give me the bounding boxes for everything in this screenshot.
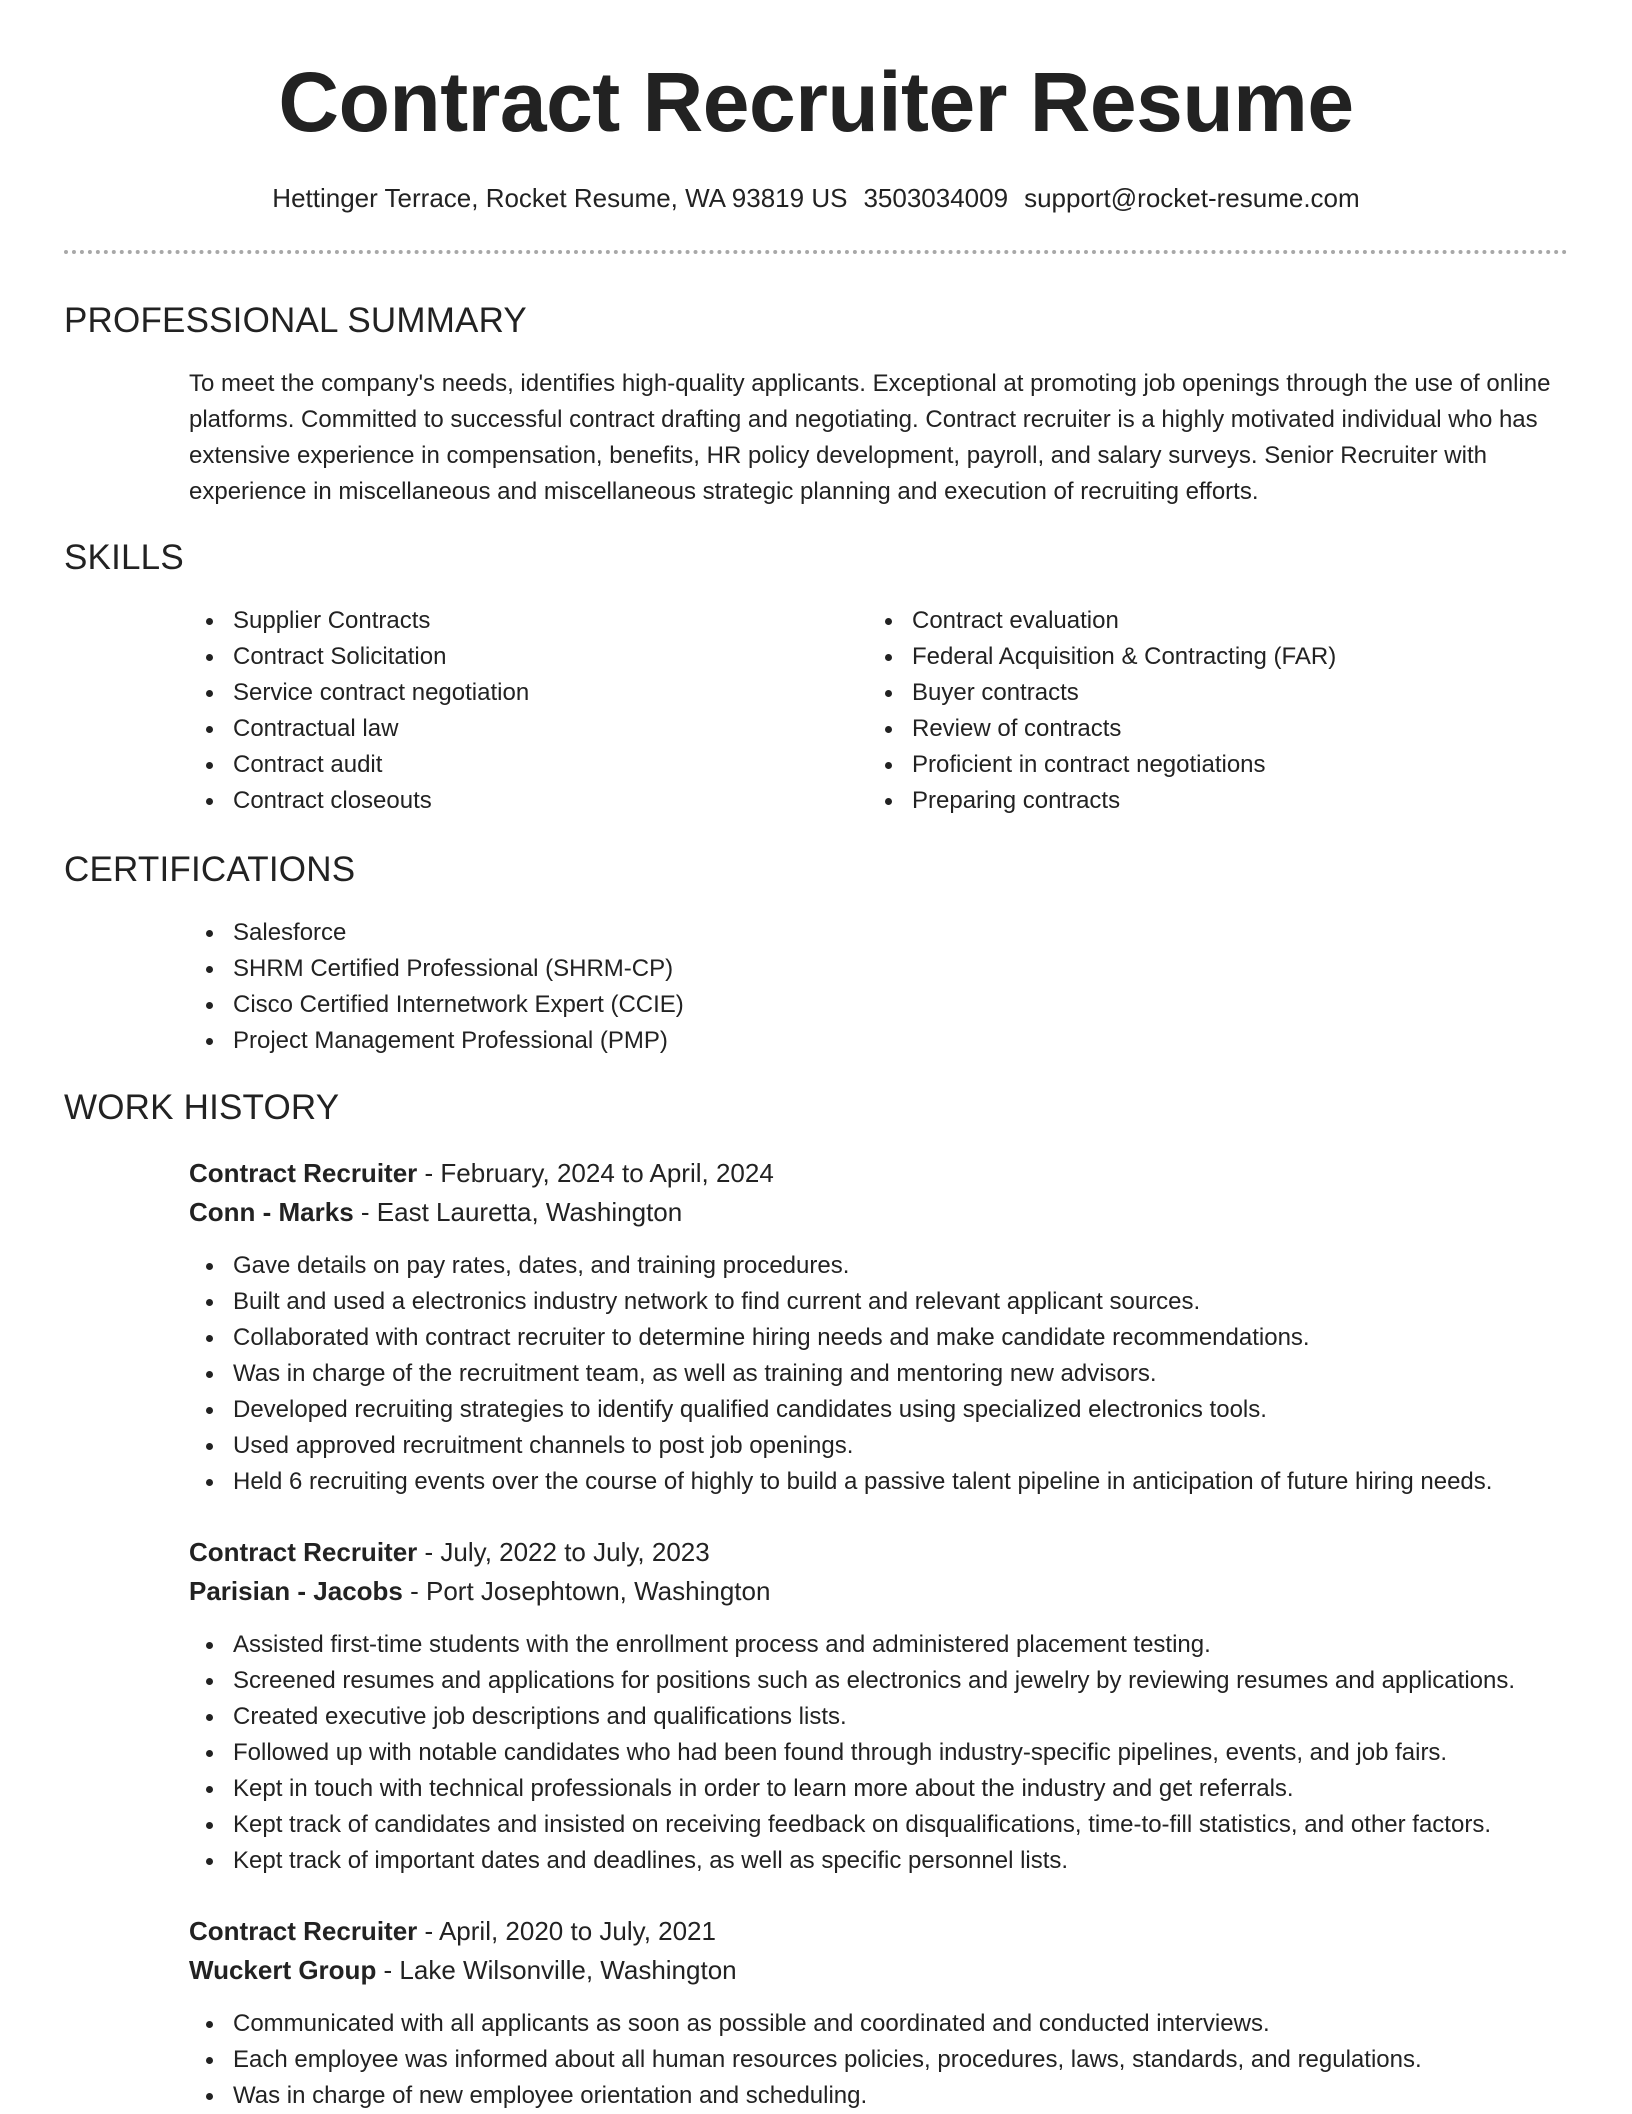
skill-item: Contract audit <box>233 747 529 783</box>
job-duty-item: Developed recruiting strategies to identify qualified candidates using specialized electronics tools. <box>233 1392 1492 1428</box>
certification-item: SHRM Certified Professional (SHRM-CP) <box>233 951 684 987</box>
job-location: - East Lauretta, Washington <box>353 1197 683 1227</box>
skill-item: Federal Acquisition & Contracting (FAR) <box>912 639 1336 675</box>
job-duty-item: Each employee was informed about all human resources policies, procedures, laws, standards, and regulations. <box>233 2042 1422 2078</box>
job-role: Contract Recruiter <box>189 1537 418 1567</box>
skills-heading: SKILLS <box>64 538 184 577</box>
job-duty-item: Was in charge of new employee orientation and scheduling. <box>233 2078 1422 2114</box>
summary-heading: PROFESSIONAL SUMMARY <box>64 301 527 340</box>
contact-phone: 3503034009 <box>863 183 1009 213</box>
skill-item: Preparing contracts <box>912 783 1336 819</box>
skill-item: Review of contracts <box>912 711 1336 747</box>
job-duty-item: Kept in touch with technical professionals in order to learn more about the industry and get referrals. <box>233 1771 1515 1807</box>
job-dates: - February, 2024 to April, 2024 <box>417 1158 774 1188</box>
job-company-line <box>189 1951 737 1989</box>
certifications-heading: CERTIFICATIONS <box>64 850 356 889</box>
skill-item: Buyer contracts <box>912 675 1336 711</box>
job-company: Wuckert Group <box>189 1955 377 1985</box>
job-duty-item: Was in charge of the recruitment team, as well as training and mentoring new advisors. <box>233 1356 1492 1392</box>
certification-item: Project Management Professional (PMP) <box>233 1023 684 1059</box>
job-duty-item: Collaborated with contract recruiter to determine hiring needs and make candidate recommendations. <box>233 1320 1492 1356</box>
job-duty-item: Gave details on pay rates, dates, and training procedures. <box>233 1248 1492 1284</box>
skills-list-left <box>189 603 529 819</box>
job-duty-item: Created executive job descriptions and qualifications lists. <box>233 1699 1515 1735</box>
contact-address: Hettinger Terrace, Rocket Resume, WA 93819 US <box>272 183 848 213</box>
skill-item: Contractual law <box>233 711 529 747</box>
job-company: Conn - Marks <box>189 1197 354 1227</box>
skill-item: Contract Solicitation <box>233 639 529 675</box>
job-dates: - April, 2020 to July, 2021 <box>417 1916 716 1946</box>
job-location: - Port Josephtown, Washington <box>402 1576 771 1606</box>
certifications-list <box>189 915 684 1059</box>
skills-list-right <box>868 603 1336 819</box>
contact-email[interactable]: support@rocket-resume.com <box>1024 183 1360 213</box>
job-company-line <box>189 1193 682 1231</box>
job-company: Parisian - Jacobs <box>189 1576 403 1606</box>
job-duty-item: Kept track of important dates and deadlines, as well as specific personnel lists. <box>233 1843 1515 1879</box>
job-title-line <box>189 1154 774 1192</box>
header-divider <box>64 250 1568 254</box>
skill-item: Service contract negotiation <box>233 675 529 711</box>
job-duties-list <box>189 2006 1422 2114</box>
contact-line <box>0 180 1632 216</box>
job-duty-item: Communicated with all applicants as soon as possible and coordinated and conducted interviews. <box>233 2006 1422 2042</box>
job-duties-list <box>189 1627 1515 1879</box>
resume-title: Contract Recruiter Resume <box>278 55 1354 149</box>
job-duty-item: Held 6 recruiting events over the course of highly to build a passive talent pipeline in anticipation of future hiring needs. <box>233 1464 1492 1500</box>
summary-text: To meet the company's needs, identifies high-quality applicants. Exceptional at promoting job openings through the use of online platforms. Committed to successful contract drafting and negotiating. Contract recruiter is a highly motivated individual who has extensive experience in compensation, benefits, HR policy development, payroll, and salary surveys. Senior Recruiter with experience in miscellaneous and miscellaneous strategic planning and execution of recruiting efforts. <box>189 370 1551 505</box>
job-duty-item: Followed up with notable candidates who had been found through industry-specific pipelines, events, and job fairs. <box>233 1735 1515 1771</box>
certification-item: Cisco Certified Internetwork Expert (CCIE) <box>233 987 684 1023</box>
skill-item: Contract evaluation <box>912 603 1336 639</box>
certification-item: Salesforce <box>233 915 684 951</box>
skill-item: Contract closeouts <box>233 783 529 819</box>
job-dates: - July, 2022 to July, 2023 <box>417 1537 710 1567</box>
job-duty-item: Built and used a electronics industry network to find current and relevant applicant sources. <box>233 1284 1492 1320</box>
job-duty-item: Assisted first-time students with the enrollment process and administered placement testing. <box>233 1627 1515 1663</box>
job-title-line <box>189 1912 716 1950</box>
job-duty-item: Kept track of candidates and insisted on receiving feedback on disqualifications, time-to-fill statistics, and other factors. <box>233 1807 1515 1843</box>
job-location: - Lake Wilsonville, Washington <box>376 1955 737 1985</box>
work-history-heading: WORK HISTORY <box>64 1088 340 1127</box>
skill-item: Proficient in contract negotiations <box>912 747 1336 783</box>
job-title-line <box>189 1533 710 1571</box>
job-role: Contract Recruiter <box>189 1158 418 1188</box>
job-duty-item: Used approved recruitment channels to post job openings. <box>233 1428 1492 1464</box>
job-duties-list <box>189 1248 1492 1500</box>
job-company-line <box>189 1572 770 1610</box>
job-role: Contract Recruiter <box>189 1916 418 1946</box>
job-duty-item: Screened resumes and applications for positions such as electronics and jewelry by reviewing resumes and applications. <box>233 1663 1515 1699</box>
skill-item: Supplier Contracts <box>233 603 529 639</box>
